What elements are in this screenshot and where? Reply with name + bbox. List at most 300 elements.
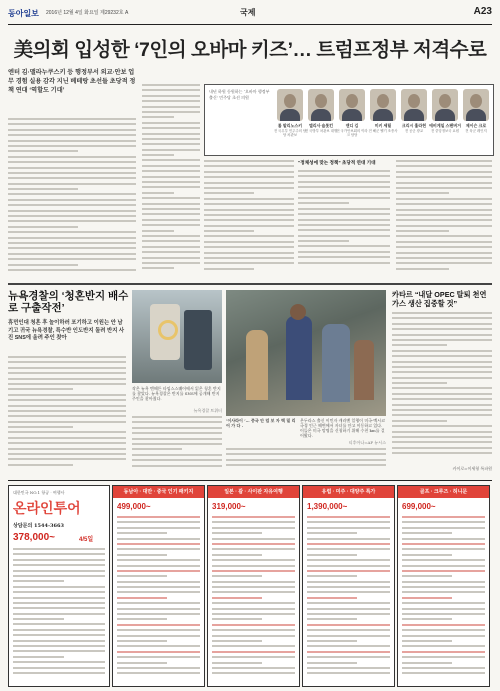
text-line <box>204 187 294 189</box>
member-name: 앤디 김 <box>345 123 359 128</box>
text-line <box>8 361 126 363</box>
text-line <box>142 235 200 237</box>
ad-title: 유럽 · 미주 · 대양주 특가 <box>303 486 394 498</box>
member-photo <box>277 89 303 121</box>
text-line <box>392 323 492 325</box>
text-line <box>8 215 136 217</box>
text-line <box>117 521 200 523</box>
ad-block[interactable] <box>207 485 300 687</box>
text-line <box>212 532 262 534</box>
text-line <box>142 186 200 188</box>
text-line <box>117 624 200 626</box>
text-line <box>204 235 294 237</box>
text-line <box>212 645 295 647</box>
text-line <box>212 651 295 653</box>
text-line <box>8 231 136 233</box>
text-line <box>307 656 390 658</box>
text-line <box>298 192 390 194</box>
text-line <box>402 602 485 604</box>
text-line <box>117 651 200 653</box>
text-line <box>142 165 200 167</box>
text-line <box>396 268 449 270</box>
ad-block[interactable] <box>302 485 395 687</box>
text-line <box>212 618 262 620</box>
top-deck: 엔터 김·맬라누쿠스키 등 행정부서 외교·안보 업무 경험 실용 감각 지닌 베테랑 초선들 초당적 정책 연대 ‘역할도 기대’ <box>8 69 136 94</box>
text-line <box>307 651 390 653</box>
text-line <box>402 527 485 529</box>
ad-onlinetour[interactable] <box>8 485 110 687</box>
member-role: 전 해군 헬기 조종사 <box>368 129 398 133</box>
text-line <box>396 219 492 221</box>
story4-headline: 카타르 “내달 OPEC 탈퇴 천연가스 생산 집중할 것” <box>392 290 487 308</box>
text-line <box>117 629 200 631</box>
ad-price: 1,390,000~ <box>307 502 348 511</box>
text-line <box>396 246 492 248</box>
text-line <box>204 214 294 216</box>
text-line <box>402 645 485 647</box>
text-line <box>212 591 295 593</box>
ad-title: 일본 · 괌 · 사이판 자유여행 <box>208 486 299 498</box>
text-line <box>117 618 167 620</box>
migrant-photo-credit: 티후아나=AP 뉴시스 <box>348 440 386 445</box>
text-line <box>117 667 200 669</box>
text-line <box>8 464 73 466</box>
text-line <box>212 559 295 561</box>
text-line <box>392 328 492 330</box>
top-headline: 美의회 입성한 ‘7인의 오바마 키즈’… 트럼프정부 저격수로 <box>13 39 487 61</box>
text-line <box>13 580 64 582</box>
ad-tagline: 대한민국 NO.1 항공 · 여행사 <box>13 490 65 495</box>
text-line <box>142 219 200 221</box>
text-line <box>226 448 386 450</box>
text-line <box>13 613 105 615</box>
text-line <box>307 635 390 637</box>
text-line <box>307 570 390 572</box>
text-line <box>8 242 136 244</box>
text-line <box>298 170 390 172</box>
text-line <box>117 548 200 550</box>
text-line <box>142 230 174 232</box>
text-line <box>402 629 485 631</box>
text-line <box>307 662 357 664</box>
text-line <box>204 219 294 221</box>
text-line <box>132 459 222 461</box>
page-number: A23 <box>473 6 492 17</box>
text-line <box>13 640 105 642</box>
ad-listings <box>13 548 105 678</box>
text-line <box>8 220 136 222</box>
text-line <box>132 432 222 434</box>
text-line <box>117 662 167 664</box>
text-line <box>8 458 126 460</box>
ad-title: 골프 · 크루즈 · 허니문 <box>398 486 489 498</box>
text-line <box>8 204 136 206</box>
text-line <box>142 143 200 145</box>
text-line <box>402 656 485 658</box>
ad-price: 319,000~ <box>212 502 246 511</box>
text-line <box>13 591 105 593</box>
text-line <box>117 640 167 642</box>
top-story-body-col3 <box>204 160 294 278</box>
text-line <box>8 421 126 423</box>
text-line <box>396 252 492 254</box>
text-line <box>117 570 200 572</box>
text-line <box>8 167 136 169</box>
text-line <box>204 252 294 254</box>
newspaper-logo: 동아일보 <box>8 9 39 18</box>
text-line <box>402 543 485 545</box>
text-line <box>132 438 222 440</box>
story2-body-col2 <box>132 416 222 474</box>
text-line <box>8 367 126 369</box>
text-line <box>117 608 200 610</box>
text-line <box>298 251 390 253</box>
text-line <box>8 123 136 125</box>
text-line <box>142 208 200 210</box>
text-line <box>8 193 136 195</box>
text-line <box>392 409 492 411</box>
text-line <box>212 656 295 658</box>
date-line: 2016년 12월 4일 화요일 제29232호 A <box>46 10 129 16</box>
member-role: 전 육군 레인저 <box>465 129 487 133</box>
ad-price: 378,000~ <box>13 532 55 543</box>
text-line <box>142 89 200 91</box>
text-line <box>402 651 485 653</box>
text-line <box>142 267 174 269</box>
text-line <box>392 350 492 352</box>
ad-brand: 온라인투어 <box>13 500 81 516</box>
text-line <box>117 581 200 583</box>
ad-listings <box>307 516 390 678</box>
text-line <box>212 602 295 604</box>
text-line <box>307 581 390 583</box>
text-line <box>307 565 390 567</box>
text-line <box>8 237 136 239</box>
text-line <box>132 427 222 429</box>
text-line <box>307 527 390 529</box>
text-line <box>204 203 294 205</box>
text-line <box>212 667 295 669</box>
ad-listings <box>402 516 485 678</box>
text-line <box>212 570 295 572</box>
text-line <box>8 378 126 380</box>
member-name: 엘리사 슬롯킨 <box>308 123 334 128</box>
text-line <box>132 465 222 467</box>
text-line <box>298 262 390 264</box>
member-name: 크리시 훌라헌 <box>401 123 427 128</box>
text-line <box>142 262 200 264</box>
text-line <box>402 635 485 637</box>
text-line <box>142 240 200 242</box>
ad-block[interactable] <box>397 485 490 687</box>
text-line <box>212 575 262 577</box>
text-line <box>402 570 485 572</box>
text-line <box>298 208 390 210</box>
text-line <box>142 106 200 108</box>
text-line <box>13 672 105 674</box>
text-line <box>396 176 492 178</box>
text-line <box>402 662 452 664</box>
text-line <box>8 177 136 179</box>
text-line <box>392 382 447 384</box>
member-role: 전 공군 장교 <box>404 129 424 133</box>
text-line <box>204 160 294 162</box>
text-line <box>392 436 492 438</box>
text-line <box>8 140 136 142</box>
text-line <box>204 192 254 194</box>
text-line <box>13 575 105 577</box>
text-line <box>8 134 136 136</box>
text-line <box>142 176 200 178</box>
text-line <box>396 225 492 227</box>
text-line <box>204 230 254 232</box>
text-line <box>117 672 200 674</box>
text-line <box>212 624 295 626</box>
text-line <box>212 608 295 610</box>
text-line <box>142 111 200 113</box>
text-line <box>212 629 295 631</box>
migrant-photo-caption: ‘이사라이 ’… 중국 안 덥 보 자 텍 밀 리 어 가 다 . <box>226 418 296 428</box>
text-line <box>13 559 105 561</box>
text-line <box>307 624 390 626</box>
text-line <box>298 202 349 204</box>
text-line <box>142 149 200 151</box>
text-line <box>396 214 492 216</box>
text-line <box>8 156 136 158</box>
text-line <box>402 532 452 534</box>
text-line <box>117 532 167 534</box>
text-line <box>142 197 200 199</box>
text-line <box>396 241 492 243</box>
text-line <box>13 634 105 636</box>
story2-headline: 뉴욕경찰의 ‘청혼반지 배수로 구출작전’ <box>8 290 129 314</box>
text-line <box>392 387 492 389</box>
text-line <box>8 145 136 147</box>
text-line <box>307 521 390 523</box>
text-line <box>307 645 390 647</box>
text-line <box>396 160 492 162</box>
text-line <box>392 447 492 449</box>
text-line <box>142 154 174 156</box>
text-line <box>298 224 390 226</box>
text-line <box>307 597 357 599</box>
text-line <box>8 161 136 163</box>
member-name: 제이슨 크로 <box>465 123 487 128</box>
text-line <box>212 548 295 550</box>
text-line <box>8 356 126 358</box>
text-line <box>13 597 105 599</box>
text-line <box>298 219 390 221</box>
top-story-body-col4 <box>298 170 390 278</box>
story2-deck: 휴먼인대 청혼 후 놀이하러 포기하고 이원는 안 남기고 귀국 뉴욕경찰, 특수반 인도반지 돌려 반지 사진 SNS에 올려 주인 찾아 <box>8 320 125 341</box>
text-line <box>13 553 105 555</box>
story3-body <box>226 448 386 474</box>
text-line <box>402 597 452 599</box>
top-story-body-col5 <box>396 160 492 278</box>
text-line <box>402 667 485 669</box>
text-line <box>392 339 492 341</box>
text-line <box>392 355 492 357</box>
text-line <box>307 575 357 577</box>
text-line <box>392 431 492 433</box>
text-line <box>13 667 105 669</box>
text-line <box>298 256 390 258</box>
text-line <box>402 565 485 567</box>
text-line <box>402 640 452 642</box>
masthead <box>8 4 492 25</box>
text-line <box>392 361 492 363</box>
text-line <box>212 635 295 637</box>
text-line <box>13 656 64 658</box>
text-line <box>396 209 492 211</box>
text-line <box>204 268 254 270</box>
text-line <box>142 159 200 161</box>
text-line <box>117 559 200 561</box>
text-line <box>117 538 200 540</box>
text-line <box>298 245 390 247</box>
text-line <box>13 661 105 663</box>
text-line <box>8 253 136 255</box>
text-line <box>8 394 126 396</box>
text-line <box>142 116 174 118</box>
member-photo <box>401 89 427 121</box>
text-line <box>396 257 492 259</box>
text-line <box>298 181 390 183</box>
member-role: 전 국무부 민주주의 담당 차관보 <box>273 129 307 138</box>
text-line <box>204 241 294 243</box>
text-line <box>142 127 200 129</box>
text-line <box>307 532 357 534</box>
text-line <box>396 230 449 232</box>
text-line <box>142 95 200 97</box>
ad-listings <box>117 516 200 678</box>
text-line <box>204 171 294 173</box>
ring-photo-caption: 작은 뉴욕 맨해튼 타임스스퀘어에서 잃은 청혼 반지를 찾았다. 뉴욕경찰은 반지를 SNS에 공개해 반지 주인을 찾아줬다. <box>132 386 221 401</box>
text-line <box>117 613 200 615</box>
text-line <box>8 247 136 249</box>
text-line <box>307 554 357 556</box>
text-line <box>8 399 126 401</box>
text-line <box>402 521 485 523</box>
text-line <box>396 262 492 264</box>
text-line <box>8 431 126 433</box>
text-line <box>117 527 200 529</box>
ring-photo-credit: 뉴욕경찰 트위터 <box>193 408 222 413</box>
text-line <box>204 262 294 264</box>
text-line <box>132 416 222 418</box>
members-box-title: 내년 하원 등원하는 ‘오바마 행정부 출신’ 민주당 초선 의원 <box>209 89 270 100</box>
text-line <box>13 586 105 588</box>
text-line <box>392 420 447 422</box>
text-line <box>13 570 105 572</box>
text-line <box>307 538 390 540</box>
text-line <box>392 441 492 443</box>
text-line <box>142 224 200 226</box>
text-line <box>402 538 485 540</box>
text-line <box>132 454 222 456</box>
text-line <box>8 426 73 428</box>
text-line <box>307 608 390 610</box>
text-line <box>402 559 485 561</box>
text-line <box>142 251 200 253</box>
text-line <box>392 393 492 395</box>
text-line <box>8 188 78 190</box>
member-photo <box>370 89 396 121</box>
text-line <box>8 226 78 228</box>
text-line <box>142 122 200 124</box>
text-line <box>402 586 485 588</box>
text-line <box>132 421 222 423</box>
text-line <box>117 565 200 567</box>
text-line <box>226 459 386 461</box>
text-line <box>142 170 200 172</box>
text-line <box>298 213 390 215</box>
text-line <box>142 213 200 215</box>
text-line <box>212 565 295 567</box>
ad-days: 4/5일 <box>79 537 94 543</box>
text-line <box>117 554 167 556</box>
ad-price: 699,000~ <box>402 502 436 511</box>
ad-price: 499,000~ <box>117 502 151 511</box>
text-line <box>8 129 136 131</box>
text-line <box>13 650 105 652</box>
text-line <box>8 150 78 152</box>
text-line <box>298 186 390 188</box>
text-line <box>204 182 294 184</box>
text-line <box>396 182 492 184</box>
text-line <box>396 187 492 189</box>
text-line <box>117 543 200 545</box>
members-photo-box <box>204 84 494 156</box>
text-line <box>117 586 200 588</box>
text-line <box>13 623 105 625</box>
text-line <box>142 181 200 183</box>
text-line <box>8 388 73 390</box>
text-line <box>396 165 492 167</box>
text-line <box>212 586 295 588</box>
section-title: 국제 <box>240 8 256 17</box>
text-line <box>392 371 492 373</box>
text-line <box>117 602 200 604</box>
text-line <box>117 575 167 577</box>
text-line <box>396 203 492 205</box>
story4-body <box>392 312 492 462</box>
text-line <box>117 645 200 647</box>
top-story-body-col2 <box>142 84 200 278</box>
text-line <box>298 197 390 199</box>
text-line <box>392 425 492 427</box>
text-line <box>392 344 447 346</box>
text-line <box>307 667 390 669</box>
ad-block[interactable] <box>112 485 205 687</box>
text-line <box>8 442 126 444</box>
text-line <box>117 656 200 658</box>
member-photo <box>308 89 334 121</box>
text-line <box>396 198 492 200</box>
text-line <box>402 672 485 674</box>
text-line <box>392 334 492 336</box>
text-line <box>212 597 262 599</box>
member-name: 에비게일 스팬버거 <box>428 123 462 128</box>
member-role: 전 국가안보회의 이라크 담당 <box>336 129 368 138</box>
text-line <box>212 538 295 540</box>
text-line <box>142 84 200 86</box>
text-line <box>13 645 105 647</box>
text-line <box>392 312 492 314</box>
text-line <box>307 543 390 545</box>
text-line <box>8 410 126 412</box>
ring-photo <box>132 290 222 383</box>
